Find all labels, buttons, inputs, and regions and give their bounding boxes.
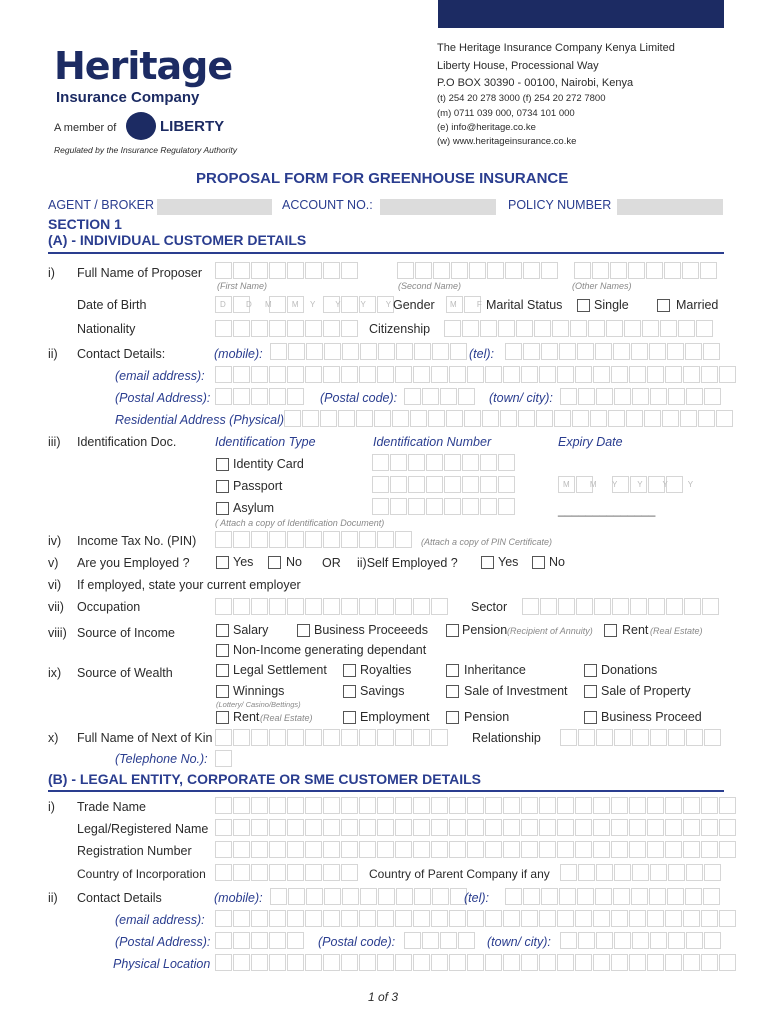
dob-day-hint: D D (220, 300, 261, 309)
account-no-field[interactable] (380, 199, 496, 215)
residential-address-label: Residential Address (Physical) (115, 413, 285, 427)
policy-number-label: POLICY NUMBER (508, 198, 612, 212)
employed-yes-label: Yes (233, 555, 254, 569)
dob-year-hint: Y Y Y Y (310, 300, 401, 309)
tel-boxes[interactable] (505, 343, 721, 360)
postal-address-boxes[interactable] (215, 388, 305, 405)
postal-address-label: (Postal Address): (115, 391, 211, 405)
legal-settlement-checkbox[interactable] (216, 664, 229, 677)
section-a-heading: (A) - INDIVIDUAL CUSTOMER DETAILS (48, 232, 307, 248)
first-name-hint: (First Name) (217, 281, 267, 291)
item-vii-number: vii) (48, 600, 64, 614)
citizenship-boxes[interactable] (444, 320, 714, 337)
pension-checkbox[interactable] (446, 711, 459, 724)
registration-number-boxes[interactable] (215, 841, 737, 858)
item-ix-number: ix) (48, 666, 62, 680)
b-postal-code-boxes[interactable] (404, 932, 476, 949)
savings-checkbox[interactable] (343, 685, 356, 698)
employed-label: Are you Employed ? (77, 556, 190, 570)
sale-investment-checkbox[interactable] (446, 685, 459, 698)
registration-number-label: Registration Number (77, 844, 192, 858)
expiry-month-hint: M M (563, 480, 606, 489)
business-proceeds-checkbox[interactable] (297, 624, 310, 637)
salary-checkbox[interactable] (216, 624, 229, 637)
section-b-heading: (B) - LEGAL ENTITY, CORPORATE OR SME CUSTOMER DETAILS (48, 771, 481, 787)
section-b-rule (48, 790, 724, 792)
item-viii-number: viii) (48, 626, 67, 640)
policy-number-field[interactable] (617, 199, 723, 215)
passport-label: Passport (233, 479, 283, 493)
asylum-expiry-line[interactable]: ______________ (558, 503, 656, 517)
self-employed-no-checkbox[interactable] (532, 556, 545, 569)
sector-boxes[interactable] (522, 598, 720, 615)
non-income-checkbox[interactable] (216, 644, 229, 657)
full-name-label: Full Name of Proposer (77, 266, 203, 280)
item-i-number: i) (48, 266, 55, 280)
item-iii-number: iii) (48, 435, 61, 449)
section-1-heading: SECTION 1 (48, 216, 122, 232)
next-of-kin-label: Full Name of Next of Kin (77, 731, 213, 745)
header-band (438, 0, 724, 28)
pension-annuity-note: (Recipient of Annuity) (507, 626, 593, 636)
pension-label: Pension (464, 710, 510, 724)
occupation-label: Occupation (77, 600, 141, 614)
pin-boxes[interactable] (215, 531, 413, 548)
salary-label: Salary (233, 623, 269, 637)
employed-yes-checkbox[interactable] (216, 556, 229, 569)
identity-card-label: Identity Card (233, 457, 304, 471)
telephone-line: (t) 254 20 278 3000 (f) 254 20 272 7800 (437, 93, 606, 104)
self-employed-no-label: No (549, 555, 565, 569)
expiry-date-label: Expiry Date (558, 435, 623, 449)
rent-wealth-note: (Real Estate) (260, 713, 313, 723)
married-label: Married (676, 298, 719, 312)
contact-details-label: Contact Details: (77, 347, 166, 361)
relationship-boxes[interactable] (560, 729, 722, 746)
employed-no-checkbox[interactable] (268, 556, 281, 569)
sale-property-label: Sale of Property (601, 684, 691, 698)
attach-id-note: ( Attach a copy of Identification Document) (215, 518, 385, 528)
b-postal-address-label: (Postal Address): (115, 935, 211, 949)
rent-income-note: (Real Estate) (650, 626, 703, 636)
email-line: (e) info@heritage.co.ke (437, 122, 536, 133)
email-label: (email address): (115, 369, 205, 383)
single-label: Single (594, 298, 629, 312)
kin-telephone-label: (Telephone No.): (115, 752, 208, 766)
b-physical-location-label: Physical Location (113, 957, 211, 971)
country-incorporation-boxes[interactable] (215, 864, 359, 881)
non-income-label: Non-Income generating dependant (233, 643, 427, 657)
id-number-label: Identification Number (373, 435, 492, 449)
account-no-label: ACCOUNT NO.: (282, 198, 373, 212)
logo-subtitle: Insurance Company (56, 89, 200, 106)
first-name-boxes[interactable] (215, 262, 359, 279)
country-incorporation-label: Country of Incorporation (77, 867, 206, 881)
citizenship-label: Citizenship (369, 322, 431, 336)
agent-broker-field[interactable] (157, 199, 272, 215)
email-boxes[interactable] (215, 366, 737, 383)
b-town-label: (town/ city): (487, 935, 551, 949)
mobile-boxes[interactable] (270, 343, 468, 360)
gender-label: Gender (393, 298, 435, 312)
self-employed-yes-checkbox[interactable] (481, 556, 494, 569)
dob-month-hint: M M (265, 300, 308, 309)
b-mobile-boxes[interactable] (270, 888, 468, 905)
gender-hint: M F (450, 300, 491, 309)
member-of-label: A member of (54, 122, 117, 134)
royalties-label: Royalties (360, 663, 412, 677)
b-tel-boxes[interactable] (505, 888, 721, 905)
nationality-label: Nationality (77, 322, 136, 336)
b-tel-label: (tel): (464, 891, 489, 905)
b-postal-address-boxes[interactable] (215, 932, 305, 949)
liberty-label: LIBERTY (160, 118, 225, 135)
legal-name-label: Legal/Registered Name (77, 822, 209, 836)
item-ii-number: ii) (48, 347, 58, 361)
id-type-label: Identification Type (215, 435, 316, 449)
id-doc-label: Identification Doc. (77, 435, 177, 449)
website-line: (w) www.heritageinsurance.co.ke (437, 136, 577, 147)
b-contact-details-label: Contact Details (77, 891, 162, 905)
company-name: The Heritage Insurance Company Kenya Limited (437, 42, 675, 54)
other-names-boxes[interactable] (574, 262, 718, 279)
country-parent-label: Country of Parent Company if any (369, 867, 550, 881)
source-income-label: Source of Income (77, 626, 175, 640)
winnings-label: Winnings (233, 684, 285, 698)
self-employed-yes-label: Yes (498, 555, 519, 569)
dob-label: Date of Birth (77, 298, 147, 312)
b-mobile-label: (mobile): (214, 891, 263, 905)
married-checkbox[interactable] (657, 299, 670, 312)
tel-label: (tel): (469, 347, 494, 361)
town-label: (town/ city): (489, 391, 553, 405)
inheritance-label: Inheritance (464, 663, 526, 677)
source-wealth-label: Source of Wealth (77, 666, 173, 680)
winnings-note: (Lottery/ Casino/Bettings) (216, 700, 301, 709)
sale-investment-label: Sale of Investment (464, 684, 568, 698)
item-vi-number: vi) (48, 578, 62, 592)
rent-income-label: Rent (622, 623, 649, 637)
mobile-label: (mobile): (214, 347, 263, 361)
business-proceed-checkbox[interactable] (584, 711, 597, 724)
donations-checkbox[interactable] (584, 664, 597, 677)
passport-checkbox[interactable] (216, 480, 229, 493)
logo-heritage: Heritage (54, 44, 233, 88)
b-item-ii-number: ii) (48, 891, 58, 905)
agent-broker-label: AGENT / BROKER (48, 198, 155, 212)
legal-name-boxes[interactable] (215, 819, 737, 836)
postal-code-label: (Postal code): (320, 391, 398, 405)
town-boxes[interactable] (560, 388, 722, 405)
attach-pin-note: (Attach a copy of PIN Certificate) (421, 537, 553, 547)
relationship-label: Relationship (472, 731, 541, 745)
address-line-2: P.O BOX 30390 - 00100, Nairobi, Kenya (437, 77, 634, 89)
postal-code-boxes[interactable] (404, 388, 476, 405)
asylum-number-boxes[interactable] (372, 498, 516, 515)
b-email-label: (email address): (115, 913, 205, 927)
donations-label: Donations (601, 663, 658, 677)
item-x-number: x) (48, 731, 59, 745)
other-names-hint: (Other Names) (572, 281, 632, 291)
employment-checkbox[interactable] (343, 711, 356, 724)
royalties-checkbox[interactable] (343, 664, 356, 677)
occupation-boxes[interactable] (215, 598, 449, 615)
kin-telephone-boxes[interactable] (215, 750, 233, 767)
identity-card-number-boxes[interactable] (372, 454, 516, 471)
section-a-rule (48, 252, 724, 254)
single-checkbox[interactable] (577, 299, 590, 312)
sector-label: Sector (471, 600, 508, 614)
asylum-checkbox[interactable] (216, 502, 229, 515)
winnings-checkbox[interactable] (216, 685, 229, 698)
liberty-logo-icon (126, 112, 156, 140)
mobile-line: (m) 0711 039 000, 0734 101 000 (437, 108, 575, 119)
residential-address-boxes[interactable] (284, 410, 734, 427)
b-town-boxes[interactable] (560, 932, 722, 949)
second-name-hint: (Second Name) (398, 281, 462, 291)
savings-label: Savings (360, 684, 405, 698)
asylum-label: Asylum (233, 501, 274, 515)
business-proceed-label: Business Proceed (601, 710, 702, 724)
employment-label: Employment (360, 710, 430, 724)
b-email-boxes[interactable] (215, 910, 737, 927)
trade-name-label: Trade Name (77, 800, 147, 814)
country-parent-boxes[interactable] (560, 864, 722, 881)
address-line-1: Liberty House, Processional Way (437, 60, 599, 72)
rent-wealth-checkbox[interactable] (216, 711, 229, 724)
employer-label: If employed, state your current employer (77, 578, 301, 592)
identity-card-checkbox[interactable] (216, 458, 229, 471)
pension-annuity-label: Pension (462, 623, 508, 637)
inheritance-checkbox[interactable] (446, 664, 459, 677)
pin-label: Income Tax No. (PIN) (77, 534, 197, 548)
trade-name-boxes[interactable] (215, 797, 737, 814)
rent-income-checkbox[interactable] (604, 624, 617, 637)
sale-property-checkbox[interactable] (584, 685, 597, 698)
form-title: PROPOSAL FORM FOR GREENHOUSE INSURANCE (196, 170, 569, 187)
second-name-boxes[interactable] (397, 262, 559, 279)
next-of-kin-boxes[interactable] (215, 729, 449, 746)
marital-status-label: Marital Status (486, 298, 563, 312)
page-number: 1 of 3 (368, 990, 399, 1004)
expiry-year-hint: Y Y Y Y (612, 480, 703, 489)
passport-number-boxes[interactable] (372, 476, 516, 493)
business-proceeds-label: Business Proceeeds (314, 623, 428, 637)
legal-settlement-label: Legal Settlement (233, 663, 327, 677)
item-iv-number: iv) (48, 534, 62, 548)
b-physical-location-boxes[interactable] (215, 954, 737, 971)
nationality-boxes[interactable] (215, 320, 359, 337)
b-item-i-number: i) (48, 800, 55, 814)
b-postal-code-label: (Postal code): (318, 935, 396, 949)
item-v-number: v) (48, 556, 59, 570)
rent-wealth-label: Rent (233, 710, 260, 724)
employed-no-label: No (286, 555, 302, 569)
pension-annuity-checkbox[interactable] (446, 624, 459, 637)
self-employed-label: ii)Self Employed ? (357, 556, 458, 570)
regulated-note: Regulated by the Insurance Regulatory Authority (54, 145, 238, 155)
or-label: OR (322, 556, 341, 570)
